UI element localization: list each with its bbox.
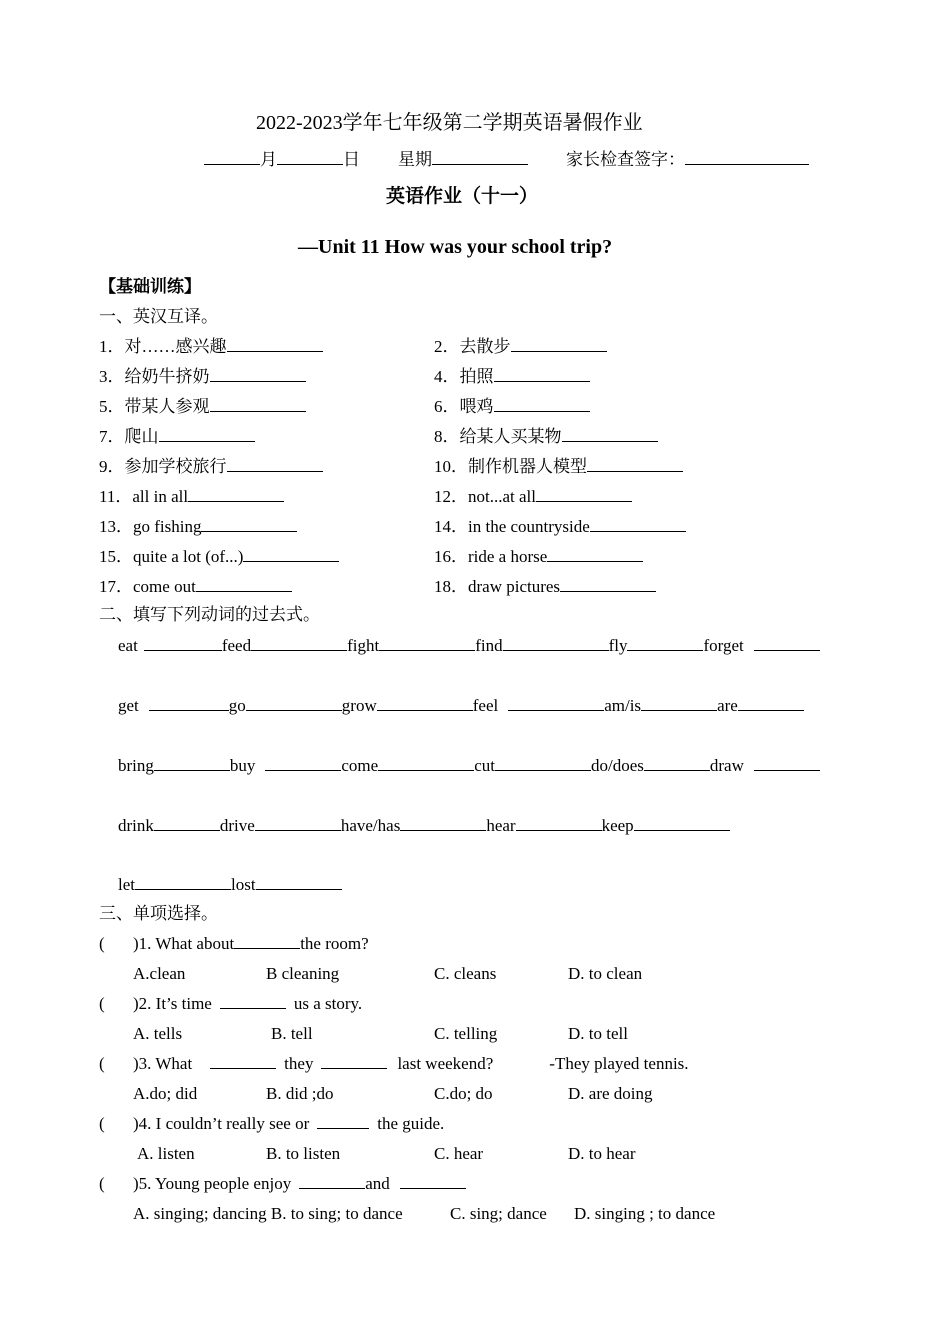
verb-answer-blank[interactable] bbox=[644, 755, 710, 771]
verb-word: keep bbox=[601, 816, 634, 835]
answer-option[interactable]: D. to tell bbox=[568, 1024, 628, 1043]
translation-answer-blank[interactable] bbox=[210, 396, 306, 412]
question-blank[interactable] bbox=[234, 933, 300, 949]
section-basic: 【基础训练】 bbox=[99, 277, 201, 297]
verb-answer-blank[interactable] bbox=[149, 695, 229, 711]
question-blank[interactable] bbox=[299, 1173, 365, 1189]
translation-answer-blank[interactable] bbox=[590, 516, 686, 532]
translation-answer-blank[interactable] bbox=[227, 336, 323, 352]
verb-word: come bbox=[341, 756, 379, 775]
verb-answer-blank[interactable] bbox=[508, 695, 604, 711]
verb-word: drink bbox=[118, 816, 154, 835]
answer-option[interactable]: C. hear bbox=[434, 1144, 484, 1163]
answer-option[interactable]: B. tell bbox=[271, 1024, 313, 1043]
translation-item bbox=[434, 396, 590, 418]
question-text: )3. What bbox=[133, 1054, 193, 1073]
translation-item bbox=[99, 486, 284, 508]
verb-word: cut bbox=[474, 756, 495, 775]
translation-item bbox=[434, 336, 607, 358]
part2-title: 二、填写下列动词的过去式。 bbox=[99, 605, 320, 624]
verb-word: am/is bbox=[604, 696, 642, 715]
translation-item bbox=[434, 366, 590, 388]
parent-sign-label: 家长检查签字： bbox=[566, 150, 685, 169]
weekday-label: 星期 bbox=[398, 150, 432, 169]
translation-answer-blank[interactable] bbox=[560, 576, 656, 592]
translation-prompt: 16．ride a horse bbox=[434, 547, 548, 566]
verb-word: feel bbox=[472, 696, 499, 715]
translation-item bbox=[434, 456, 683, 478]
translation-item bbox=[434, 516, 686, 538]
verb-word: fight bbox=[347, 636, 380, 655]
question-stem bbox=[133, 993, 362, 1015]
translation-answer-blank[interactable] bbox=[196, 576, 292, 592]
answer-option[interactable]: B cleaning bbox=[266, 964, 340, 983]
translation-answer-blank[interactable] bbox=[494, 366, 590, 382]
question-text: )5. Young people enjoy bbox=[133, 1174, 292, 1193]
answer-paren[interactable]: ( bbox=[99, 1054, 105, 1073]
verb-word: feed bbox=[221, 636, 252, 655]
unit-title: —Unit 11 How was your school trip? bbox=[298, 236, 613, 258]
month-label: 月 bbox=[260, 150, 277, 169]
answer-option[interactable]: A. singing; dancing B. to sing; to dance bbox=[133, 1204, 403, 1223]
translation-item bbox=[99, 576, 292, 598]
parent-sign-blank[interactable] bbox=[685, 149, 809, 165]
verb-answer-blank[interactable] bbox=[400, 815, 486, 831]
question-text: the room? bbox=[300, 934, 369, 953]
question-text: us a story. bbox=[293, 994, 363, 1013]
worksheet-title: 2022-2023学年七年级第二学期英语暑假作业 bbox=[256, 112, 643, 134]
answer-option[interactable]: D. to hear bbox=[568, 1144, 636, 1163]
question-stem bbox=[133, 1053, 689, 1075]
question-blank[interactable] bbox=[321, 1053, 387, 1069]
question-blank[interactable] bbox=[317, 1113, 369, 1129]
answer-option[interactable]: C. sing; dance bbox=[450, 1204, 547, 1223]
verb-answer-blank[interactable] bbox=[495, 755, 591, 771]
verb-row-3 bbox=[118, 755, 820, 777]
verb-answer-blank[interactable] bbox=[144, 635, 222, 651]
verb-answer-blank[interactable] bbox=[379, 635, 475, 651]
translation-answer-blank[interactable] bbox=[188, 486, 284, 502]
question-blank[interactable] bbox=[210, 1053, 276, 1069]
question-text: last weekend? bbox=[397, 1054, 494, 1073]
answer-paren[interactable]: ( bbox=[99, 994, 105, 1013]
translation-answer-blank[interactable] bbox=[494, 396, 590, 412]
verb-answer-blank[interactable] bbox=[154, 755, 230, 771]
date-sign-line bbox=[204, 149, 809, 171]
question-reply: -They played tennis. bbox=[549, 1054, 689, 1073]
translation-answer-blank[interactable] bbox=[562, 426, 658, 442]
verb-answer-blank[interactable] bbox=[641, 695, 717, 711]
translation-prompt: 10．制作机器人模型 bbox=[434, 457, 587, 476]
translation-answer-blank[interactable] bbox=[210, 366, 306, 382]
verb-answer-blank[interactable] bbox=[754, 755, 820, 771]
question-blank[interactable] bbox=[400, 1173, 466, 1189]
verb-word: buy bbox=[229, 756, 256, 775]
verb-answer-blank[interactable] bbox=[265, 755, 341, 771]
translation-item bbox=[99, 456, 323, 478]
question-blank[interactable] bbox=[220, 993, 286, 1009]
verb-word: grow bbox=[341, 696, 377, 715]
verb-row-4 bbox=[118, 815, 730, 837]
answer-option[interactable]: A.do; did bbox=[133, 1084, 198, 1103]
question-text: they bbox=[284, 1054, 314, 1073]
verb-word: do/does bbox=[591, 756, 644, 775]
answer-option[interactable]: C. cleans bbox=[434, 964, 497, 983]
verb-word: drive bbox=[219, 816, 255, 835]
question-stem bbox=[133, 1113, 444, 1135]
translation-prompt: 14．in the countryside bbox=[434, 517, 590, 536]
verb-answer-blank[interactable] bbox=[246, 695, 342, 711]
question-text: )1. What about bbox=[133, 934, 235, 953]
verb-word: find bbox=[475, 636, 503, 655]
translation-answer-blank[interactable] bbox=[243, 546, 339, 562]
translation-item bbox=[99, 336, 323, 358]
verb-answer-blank[interactable] bbox=[251, 635, 347, 651]
answer-paren[interactable]: ( bbox=[99, 1114, 105, 1133]
translation-prompt: 13．go fishing bbox=[99, 517, 202, 536]
translation-answer-blank[interactable] bbox=[159, 426, 255, 442]
translation-prompt: 17．come out bbox=[99, 577, 196, 596]
question-stem bbox=[133, 933, 369, 955]
verb-answer-blank[interactable] bbox=[634, 815, 730, 831]
translation-answer-blank[interactable] bbox=[587, 456, 683, 472]
verb-answer-blank[interactable] bbox=[255, 815, 341, 831]
translation-prompt: 9．参加学校旅行 bbox=[99, 457, 227, 476]
translation-prompt: 8．给某人买某物 bbox=[434, 427, 562, 446]
translation-item bbox=[99, 366, 306, 388]
verb-word: hear bbox=[486, 816, 516, 835]
verb-word: go bbox=[228, 696, 246, 715]
question-text: and bbox=[365, 1174, 390, 1193]
question-text: the guide. bbox=[377, 1114, 445, 1133]
answer-option[interactable]: B. did ;do bbox=[266, 1084, 334, 1103]
translation-prompt: 3．给奶牛挤奶 bbox=[99, 367, 210, 386]
verb-word: forget bbox=[703, 636, 744, 655]
verb-word: get bbox=[118, 696, 139, 715]
translation-item bbox=[434, 546, 643, 568]
translation-item bbox=[99, 396, 306, 418]
verb-answer-blank[interactable] bbox=[154, 815, 220, 831]
translation-prompt: 15．quite a lot (of...) bbox=[99, 547, 244, 566]
verb-word: draw bbox=[709, 756, 744, 775]
verb-answer-blank[interactable] bbox=[754, 635, 820, 651]
answer-option[interactable]: D. to clean bbox=[568, 964, 643, 983]
part3-title: 三、单项选择。 bbox=[99, 904, 218, 923]
verb-word: bring bbox=[118, 756, 154, 775]
answer-option[interactable]: A. listen bbox=[137, 1144, 195, 1163]
answer-option[interactable]: C.do; do bbox=[434, 1084, 493, 1103]
verb-row-5 bbox=[118, 874, 342, 896]
verb-answer-blank[interactable] bbox=[738, 695, 804, 711]
weekday-blank[interactable] bbox=[432, 149, 528, 165]
translation-prompt: 5．带某人参观 bbox=[99, 397, 210, 416]
assignment-heading: 英语作业（十一） bbox=[386, 185, 539, 207]
translation-item bbox=[434, 486, 632, 508]
question-text: )2. It’s time bbox=[133, 994, 212, 1013]
translation-prompt: 12．not...at all bbox=[434, 487, 536, 506]
answer-option[interactable]: B. to listen bbox=[266, 1144, 341, 1163]
verb-word: let bbox=[118, 875, 135, 894]
answer-paren[interactable]: ( bbox=[99, 934, 105, 953]
month-blank[interactable] bbox=[204, 149, 260, 165]
translation-prompt: 2．去散步 bbox=[434, 337, 511, 356]
verb-word: are bbox=[717, 696, 738, 715]
answer-paren[interactable]: ( bbox=[99, 1174, 105, 1193]
translation-answer-blank[interactable] bbox=[227, 456, 323, 472]
verb-answer-blank[interactable] bbox=[503, 635, 609, 651]
question-text: )4. I couldn’t really see or bbox=[133, 1114, 310, 1133]
answer-option[interactable]: D. singing ; to dance bbox=[574, 1204, 716, 1223]
translation-answer-blank[interactable] bbox=[511, 336, 607, 352]
translation-item bbox=[99, 546, 339, 568]
day-label: 日 bbox=[343, 150, 360, 169]
answer-option[interactable]: A. tells bbox=[133, 1024, 183, 1043]
day-blank[interactable] bbox=[277, 149, 343, 165]
translation-prompt: 6．喂鸡 bbox=[434, 397, 494, 416]
verb-answer-blank[interactable] bbox=[256, 874, 342, 890]
translation-prompt: 1．对……感兴趣 bbox=[99, 337, 227, 356]
translation-item bbox=[434, 576, 656, 598]
verb-answer-blank[interactable] bbox=[135, 874, 231, 890]
answer-option[interactable]: D. are doing bbox=[568, 1084, 653, 1103]
translation-prompt: 4．拍照 bbox=[434, 367, 494, 386]
verb-word: lost bbox=[231, 875, 256, 894]
translation-prompt: 7．爬山 bbox=[99, 427, 159, 446]
translation-item bbox=[434, 426, 658, 448]
verb-row-2 bbox=[118, 695, 804, 717]
translation-prompt: 11．all in all bbox=[99, 487, 189, 506]
verb-answer-blank[interactable] bbox=[516, 815, 602, 831]
translation-answer-blank[interactable] bbox=[547, 546, 643, 562]
translation-item bbox=[99, 426, 255, 448]
answer-option[interactable]: A.clean bbox=[133, 964, 186, 983]
verb-word: fly bbox=[608, 636, 628, 655]
translation-prompt: 18．draw pictures bbox=[434, 577, 561, 596]
answer-option[interactable]: C. telling bbox=[434, 1024, 498, 1043]
verb-row-1 bbox=[118, 635, 820, 657]
part1-title: 一、英汉互译。 bbox=[99, 307, 218, 326]
verb-answer-blank[interactable] bbox=[377, 695, 473, 711]
verb-answer-blank[interactable] bbox=[378, 755, 474, 771]
verb-word: have/has bbox=[340, 816, 401, 835]
verb-word: eat bbox=[118, 636, 138, 655]
translation-answer-blank[interactable] bbox=[536, 486, 632, 502]
question-stem bbox=[133, 1173, 466, 1195]
translation-item bbox=[99, 516, 297, 538]
translation-answer-blank[interactable] bbox=[201, 516, 297, 532]
verb-answer-blank[interactable] bbox=[627, 635, 703, 651]
